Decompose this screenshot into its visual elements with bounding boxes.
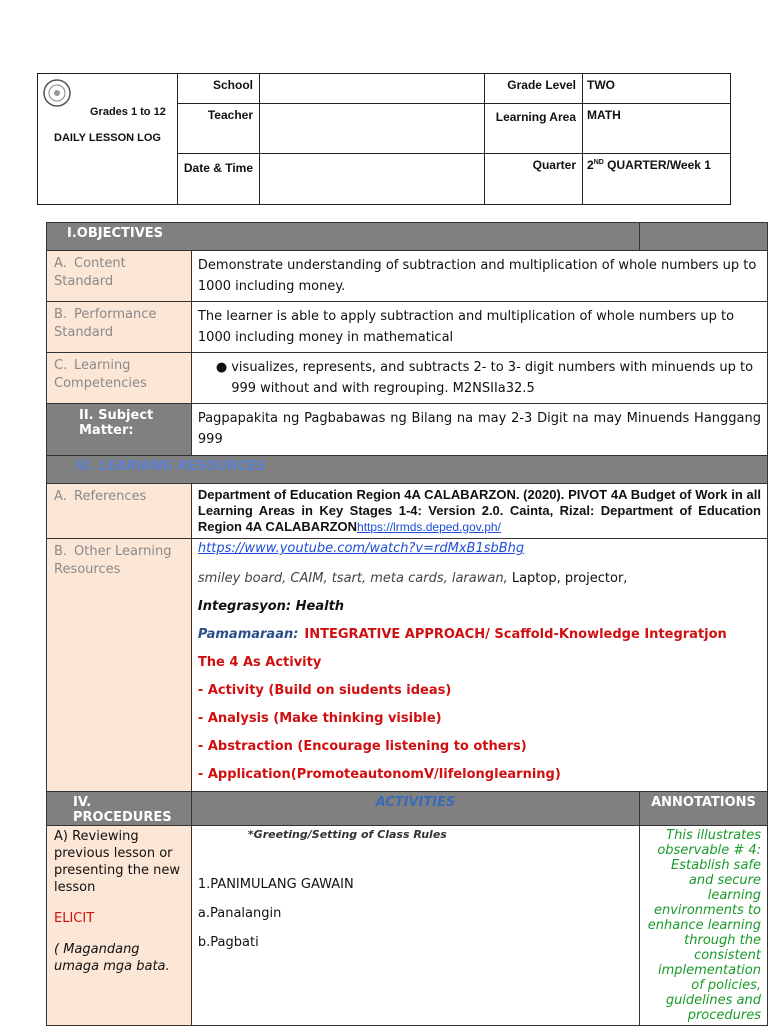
date-time-field[interactable]	[260, 154, 485, 205]
learning-area-label: Learning Area	[485, 104, 583, 154]
four-as-analysis: - Analysis (Make thinking visible)	[197, 711, 442, 726]
learning-competencies-row	[47, 353, 768, 404]
procedure-a-activities	[191, 826, 639, 1026]
four-as-title: The 4 As Activity	[197, 655, 322, 670]
lesson-log-header	[37, 73, 731, 205]
references-row	[47, 484, 768, 539]
subject-matter-value: Pagpapakita ng Pagbabawas ng Bilang na may 2-3 Digit na may Minuends Hanggang 999	[191, 404, 767, 456]
greeting-text: ( Magandang umaga mga bata.	[54, 942, 170, 974]
content-standard-label: A. Content Standard	[47, 251, 192, 302]
daily-lesson-log-title: DAILY LESSON LOG	[54, 132, 161, 144]
performance-standard-value: The learner is able to apply subtraction and multiplication of whole numbers up to 1000 including money in mathematical	[191, 302, 767, 353]
step-panimula: 1.PANIMULANG GAWAIN	[197, 877, 354, 892]
bullet-icon: ●	[215, 360, 228, 375]
four-as-activity: - Activity (Build on siudents ideas)	[197, 683, 452, 698]
performance-standard-label: B. Performance Standard	[47, 302, 192, 353]
integration-text: Integrasyon: Health	[197, 599, 345, 614]
greeting-rules: *Greeting/Setting of Class Rules	[247, 828, 447, 841]
date-time-label: Date & Time	[178, 154, 260, 205]
procedure-a-label: A) Reviewing previous lesson or presenting the new lesson ELICIT ( Magandang umaga mga bata.	[47, 826, 192, 1026]
school-label: School	[178, 74, 260, 104]
procedure-a-annotation: This illustrates observable # 4: Establish safe and secure learning environments to enhance learning through the consistent implementation of policies, guidelines and procedures	[640, 826, 768, 1026]
four-as-application: - Application(PromoteautonomV/lifelonglearning)	[197, 767, 561, 782]
annotations-header: ANNOTATIONS	[640, 792, 768, 826]
performance-standard-row	[47, 302, 768, 353]
procedure-row-a	[47, 826, 768, 1026]
content-standard-value: Demonstrate understanding of subtraction and multiplication of whole numbers up to 1000 including money.	[191, 251, 767, 302]
procedures-header	[47, 792, 768, 826]
step-pagbati: b.Pagbati	[197, 935, 259, 950]
grades-label: Grades 1 to 12	[90, 106, 166, 118]
learning-competencies-label: C. Learning Competencies	[47, 353, 192, 404]
school-field[interactable]	[260, 74, 485, 104]
learning-resources-header	[47, 456, 768, 484]
content-standard-row	[47, 251, 768, 302]
objectives-header	[47, 223, 768, 251]
four-as-abstraction: - Abstraction (Encourage listening to others)	[197, 739, 527, 754]
learning-competencies-value: ● visualizes, represents, and subtracts 2- to 3- digit numbers with minuends up to 999 without and with regrouping. M2NSIIa32.5	[191, 353, 767, 404]
objectives-title: I.OBJECTIVES	[47, 223, 640, 251]
other-resources-value	[191, 539, 767, 792]
method-text: Pamamaraan: INTEGRATIVE APPROACH/ Scaffold-Knowledge Integratjon	[197, 627, 727, 642]
subject-matter-row	[47, 404, 768, 456]
lesson-plan-table	[46, 222, 768, 1026]
subject-matter-label: II. Subject Matter:	[47, 404, 192, 456]
references-label: A. References	[47, 484, 192, 539]
grade-level-value: TWO	[583, 74, 731, 104]
other-resources-label: B. Other Learning Resources	[47, 539, 192, 792]
references-value: Department of Education Region 4A CALABARZON. (2020). PIVOT 4A Budget of Work in all Learning Areas in Key Stages 1-4: Version 2.0. Cainta, Rizal: Department of Education Region 4A CALABARZONhttps://lrmds.deped.gov.ph/	[191, 484, 767, 539]
activities-header: ACTIVITIES	[191, 792, 639, 826]
elicit-label: ELICIT	[54, 911, 95, 926]
grade-level-label: Grade Level	[485, 74, 583, 104]
quarter-label: Quarter	[485, 154, 583, 205]
quarter-value: 2ND QUARTER/Week 1	[583, 154, 731, 205]
learning-resources-title: III. LEARNING RESOURCES	[47, 456, 768, 484]
step-panalangin: a.Panalangin	[197, 906, 282, 921]
other-resources-row	[47, 539, 768, 792]
teacher-label: Teacher	[178, 104, 260, 154]
logo-cell	[38, 74, 178, 205]
materials-list: smiley board, CAIM, tsart, meta cards, larawan, Laptop, projector,	[197, 571, 628, 586]
lrmds-link[interactable]: https://lrmds.deped.gov.ph/	[357, 520, 501, 534]
learning-area-value: MATH	[583, 104, 731, 154]
youtube-link[interactable]: https://www.youtube.com/watch?v=rdMxB1sbBhg	[197, 541, 525, 556]
deped-seal-icon	[42, 78, 72, 108]
procedures-title: IV. PROCEDURES	[47, 792, 192, 826]
teacher-field[interactable]	[260, 104, 485, 154]
